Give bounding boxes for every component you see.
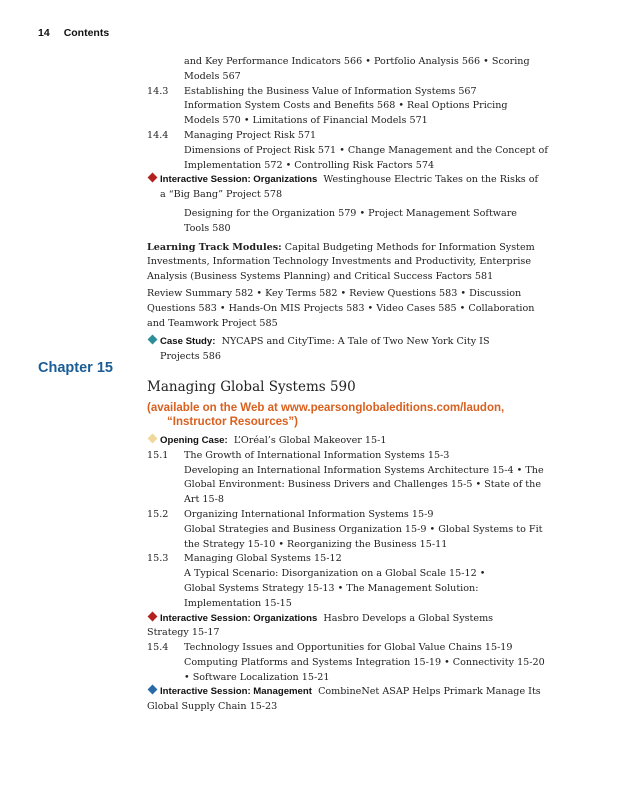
blue-diamond-icon — [148, 685, 158, 695]
toc-section-14-4 — [147, 129, 557, 144]
toc-line: Strategy 15-17 — [147, 627, 220, 639]
interactive-session-label: Interactive Session: Management — [160, 686, 312, 698]
page-number: 14 — [38, 27, 50, 39]
toc-line: Review Summary 582 • Key Terms 582 • Review Questions 583 • Discussion — [147, 287, 522, 299]
toc-line: L’Oréal’s Global Makeover 15-1 — [233, 434, 387, 446]
toc-line: Questions 583 • Hands-On MIS Projects 583 • Video Cases 585 • Collaboration — [147, 302, 535, 314]
section-title: Establishing the Business Value of Information Systems 567 — [184, 85, 477, 97]
toc-line: Capital Budgeting Methods for Information System — [284, 241, 535, 253]
opening-case-entry — [147, 434, 557, 449]
interactive-session-entry — [147, 685, 557, 715]
toc-subentry — [147, 656, 557, 686]
toc-line: and Teamwork Project 585 — [147, 317, 278, 329]
toc-line: Implementation 15-15 — [184, 597, 292, 609]
toc-line: Developing an International Information Systems Architecture 15-4 • The — [184, 464, 544, 476]
section-title: Managing Global Systems 15-12 — [184, 553, 342, 565]
toc-line: A Typical Scenario: Disorganization on a Global Scale 15-12 • — [184, 568, 486, 580]
toc-line: Hasbro Develops a Global Systems — [323, 612, 494, 624]
toc-line: Tools 580 — [184, 222, 231, 234]
contents-body — [147, 55, 557, 715]
interactive-session-label: Interactive Session: Organizations — [160, 612, 318, 624]
section-number: 15.2 — [147, 508, 169, 520]
toc-line: a “Big Bang” Project 578 — [160, 189, 283, 201]
toc-line: Analysis (Business Systems Planning) and Critical Success Factors 581 — [147, 271, 494, 283]
red-diamond-icon — [148, 611, 158, 621]
section-number: 15.3 — [147, 553, 169, 565]
toc-line: “Instructor Resources”) — [167, 415, 299, 428]
toc-line: Information System Costs and Benefits 568 • Real Options Pricing — [184, 100, 508, 112]
chapter-label: Chapter 15 — [38, 360, 113, 376]
toc-line: Westinghouse Electric Takes on the Risks of — [323, 174, 539, 186]
learning-track-entry — [147, 241, 557, 285]
toc-line: Designing for the Organization 579 • Project Management Software — [184, 207, 517, 219]
chapter-title: Managing Global Systems 590 — [147, 378, 356, 395]
toc-line: the Strategy 15-10 • Reorganizing the Business 15-11 — [184, 538, 448, 550]
section-title: Technology Issues and Opportunities for Global Value Chains 15-19 — [184, 642, 513, 654]
section-number: 15.1 — [147, 449, 169, 461]
toc-subentry — [147, 464, 557, 508]
toc-line: Dimensions of Project Risk 571 • Change Management and the Concept of — [184, 144, 548, 156]
toc-section-15-3 — [147, 552, 557, 567]
section-title: Managing Project Risk 571 — [184, 129, 317, 141]
toc-line: NYCAPS and CityTime: A Tale of Two New York City IS — [221, 336, 490, 348]
opening-case-label: Opening Case: — [160, 434, 228, 446]
case-study-label: Case Study: — [160, 336, 216, 348]
toc-line: Computing Platforms and Systems Integration 15-19 • Connectivity 15-20 — [184, 656, 545, 668]
toc-section-15-2 — [147, 508, 557, 523]
toc-section-14-3 — [147, 85, 557, 100]
toc-line: Investments, Information Technology Investments and Productivity, Enterprise — [147, 256, 532, 268]
toc-line: Art 15-8 — [184, 494, 224, 506]
light-diamond-icon — [148, 433, 158, 443]
toc-line: Projects 586 — [160, 351, 221, 363]
toc-line: Global Supply Chain 15-23 — [147, 701, 278, 713]
interactive-session-entry — [147, 173, 557, 203]
toc-subentry — [147, 99, 557, 129]
toc-subentry — [147, 567, 557, 611]
header-section: Contents — [63, 27, 110, 39]
toc-line: • Software Localization 15-21 — [184, 671, 330, 683]
section-number: 14.4 — [147, 129, 169, 141]
toc-subentry — [147, 144, 557, 174]
red-diamond-icon — [148, 173, 158, 183]
toc-line: Models 567 — [184, 70, 241, 82]
availability-note — [147, 401, 557, 429]
section-number: 15.4 — [147, 642, 169, 654]
toc-line: Global Environment: Business Drivers and Challenges 15-5 • State of the — [184, 479, 542, 491]
interactive-session-entry — [147, 612, 557, 642]
toc-line: Models 570 • Limitations of Financial Models 571 — [184, 115, 428, 127]
toc-subentry — [147, 207, 557, 237]
section-number: 14.3 — [147, 85, 169, 97]
interactive-session-label: Interactive Session: Organizations — [160, 174, 318, 186]
toc-line: CombineNet ASAP Helps Primark Manage Its — [318, 686, 541, 698]
review-entry — [147, 287, 557, 331]
learning-track-label: Learning Track Modules: — [147, 241, 282, 253]
section-title: The Growth of International Information Systems 15-3 — [184, 449, 450, 461]
case-study-entry — [147, 335, 557, 365]
toc-line: Implementation 572 • Controlling Risk Factors 574 — [184, 159, 435, 171]
toc-line: and Key Performance Indicators 566 • Portfolio Analysis 566 • Scoring — [184, 56, 530, 67]
toc-line: Global Strategies and Business Organization 15-9 • Global Systems to Fit — [184, 523, 543, 535]
running-header — [38, 27, 109, 39]
toc-section-15-4 — [147, 641, 557, 656]
section-title: Organizing International Information Systems 15-9 — [184, 508, 434, 520]
toc-subentry — [147, 55, 557, 85]
teal-diamond-icon — [148, 335, 158, 345]
toc-line: (available on the Web at www.pearsonglobaleditions.com/laudon, — [147, 401, 505, 414]
toc-section-15-1 — [147, 449, 557, 464]
toc-line: Global Systems Strategy 15-13 • The Management Solution: — [184, 582, 479, 594]
toc-subentry — [147, 523, 557, 553]
